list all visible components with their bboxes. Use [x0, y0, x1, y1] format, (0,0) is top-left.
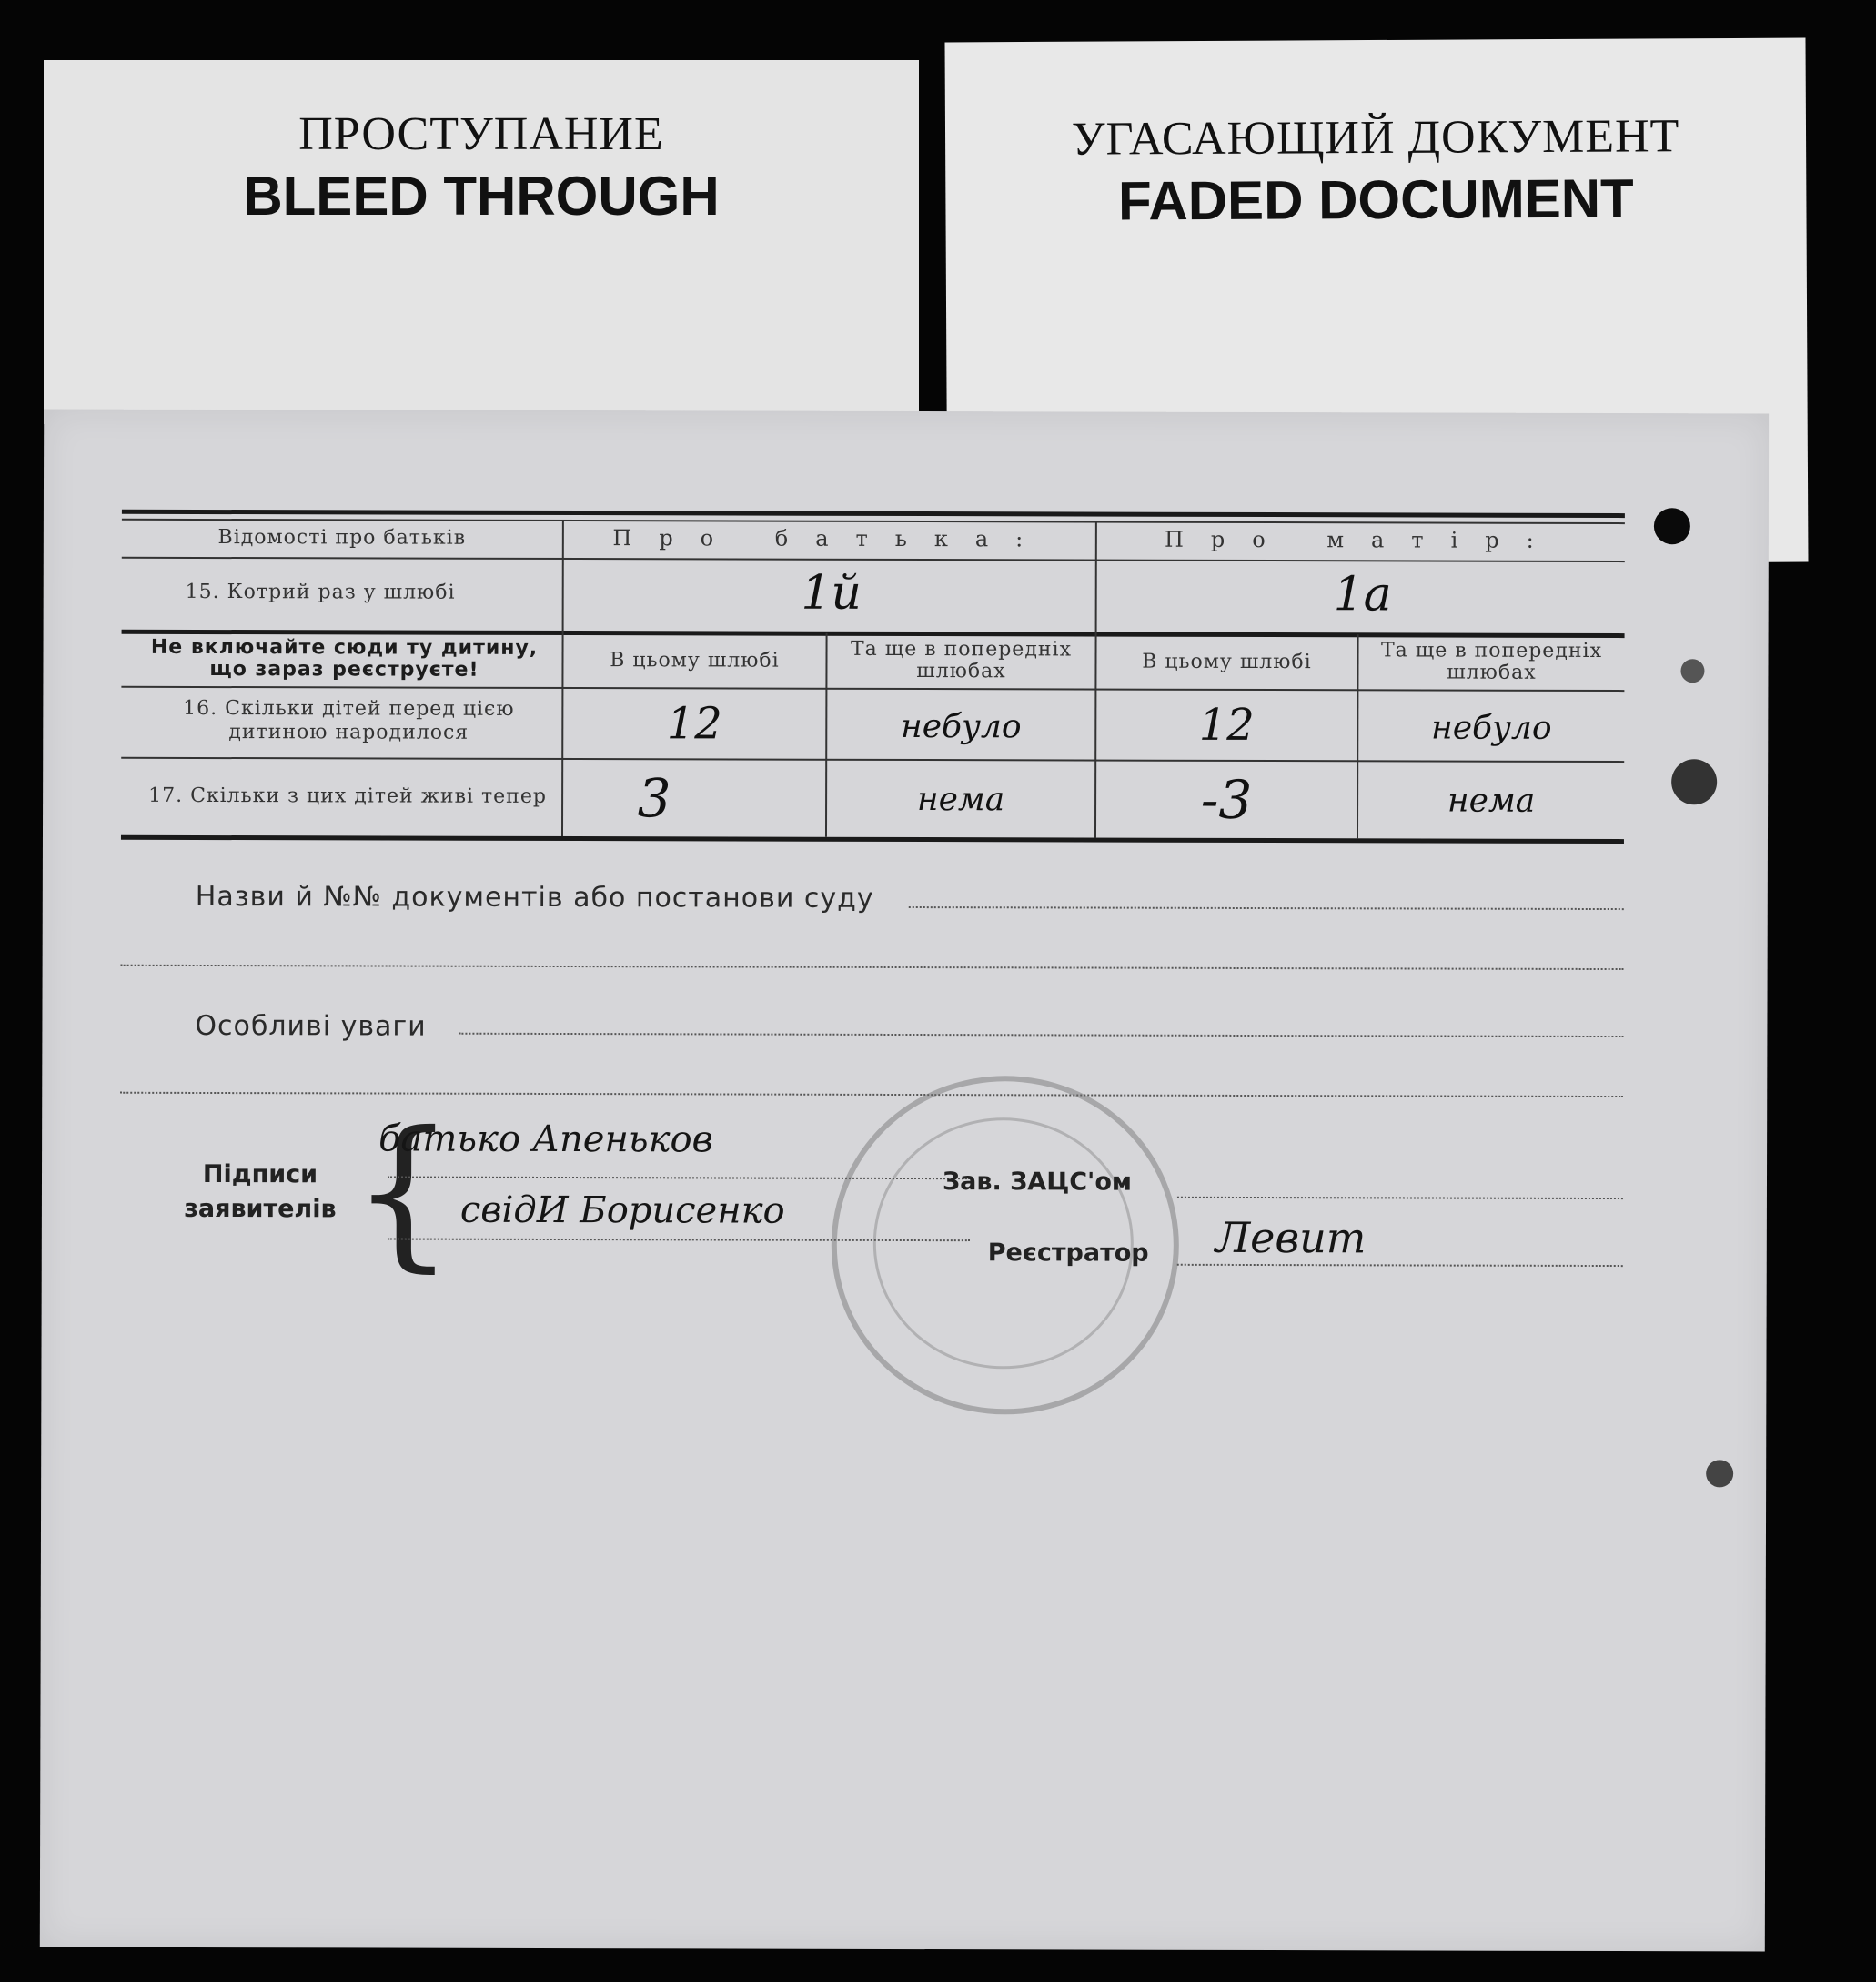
row15-mother-value: 1а	[1333, 567, 1392, 622]
remarks-line	[459, 1033, 1623, 1037]
bleed-through-card	[44, 60, 919, 424]
remarks-label: Особливі уваги	[195, 1009, 427, 1043]
signatures-label: Підписи заявителів	[184, 1159, 337, 1224]
signature-line-2	[388, 1239, 970, 1242]
row17-father-this: 3	[637, 767, 671, 830]
row16-mother-prev: небуло	[1431, 709, 1552, 747]
row17-mother-prev: нема	[1447, 782, 1536, 820]
zags-head-line	[1177, 1197, 1623, 1199]
documents-line-2	[121, 965, 1624, 970]
registrar-line	[1177, 1264, 1623, 1267]
row15-father-value: 1й	[801, 565, 862, 621]
bleed-through-ru-label: ПРОСТУПАНИЕ	[298, 108, 664, 160]
signature-father: батько Апеньков	[378, 1117, 713, 1161]
subheader-this-marriage-father: В цьому шлюбі	[610, 649, 780, 672]
faded-document-en-label: FADED DOCUMENT	[1117, 167, 1634, 232]
row16-father-this: 12	[666, 698, 722, 750]
exclusion-note: Не включайте сюди ту дитину, що зараз реєструєте!	[150, 635, 539, 682]
binding-hole	[1680, 659, 1704, 683]
signature-line-1	[388, 1177, 970, 1180]
row16-label: 16. Скільки дітей перед цією дитиною народилося	[183, 696, 515, 744]
header-father: Про батька:	[612, 525, 1051, 552]
row16-mother-this: 12	[1198, 699, 1255, 752]
registrar-label: Реєстратор	[987, 1239, 1149, 1268]
header-mother: Про матір:	[1164, 526, 1561, 553]
row15-label: 15. Котрий раз у шлюбі	[185, 580, 456, 604]
remarks-line-2	[120, 1092, 1623, 1097]
documents-line	[909, 906, 1624, 910]
row17-label: 17. Скільки з цих дітей живі тепер	[148, 784, 548, 808]
header-parents-info: Відомості про батьків	[217, 526, 467, 550]
registrar-signature: Левит	[1215, 1212, 1367, 1263]
documents-label: Назви й №№ документів або постанови суду	[195, 880, 874, 915]
subheader-this-marriage-mother: В цьому шлюбі	[1142, 650, 1312, 674]
binding-hole	[1706, 1460, 1733, 1487]
subheader-prev-marriages-mother: Та ще в попередніх шлюбах	[1380, 639, 1603, 684]
parents-info-table	[121, 510, 1625, 859]
bleed-through-en-label: BLEED THROUGH	[243, 166, 720, 227]
row17-mother-this: -3	[1200, 768, 1253, 831]
row16-father-prev: небуло	[901, 707, 1022, 746]
signature-brace: {	[350, 1097, 456, 1288]
zags-head-label: Зав. ЗАЦС'ом	[942, 1168, 1133, 1197]
faded-document-ru-label: УГАСАЮЩИЙ ДОКУМЕНТ	[1071, 110, 1680, 166]
row17-father-prev: нема	[916, 781, 1005, 819]
binding-hole	[1654, 508, 1690, 544]
binding-hole	[1671, 759, 1717, 804]
subheader-prev-marriages-father: Та ще в попередніх шлюбах	[850, 637, 1073, 683]
signature-witness: свідИ Борисенко	[459, 1188, 785, 1232]
document-sheet	[40, 410, 1769, 1952]
